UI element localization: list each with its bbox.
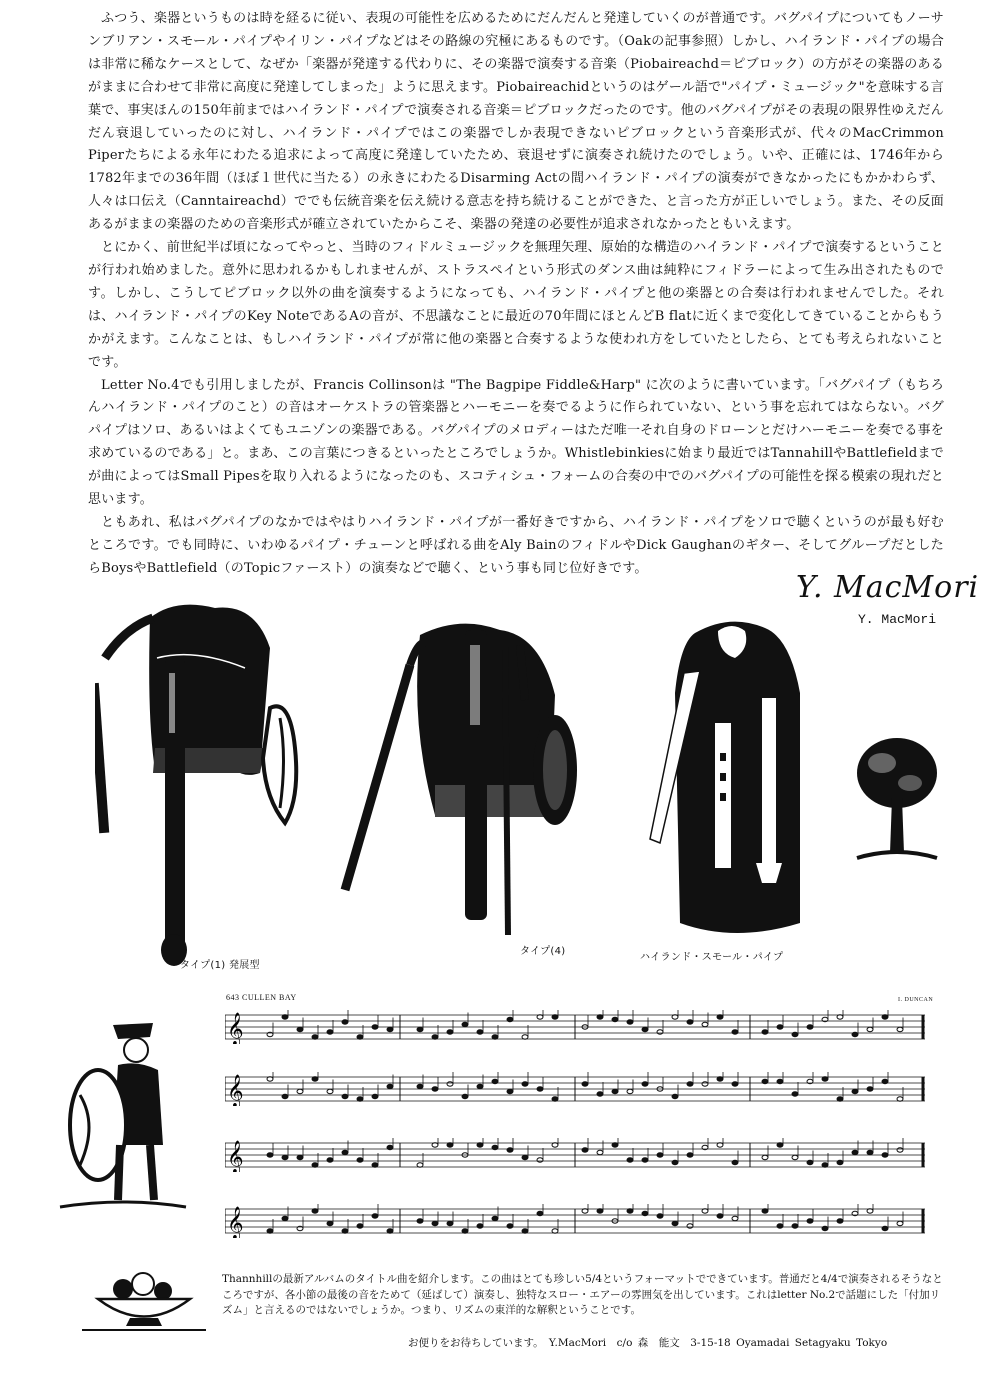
article-paragraph: Letter No.4でも引用しましたが、Francis Collinsonは "The Bagpipe Fiddle&Harp" に次のように書いています。「バグパイプ（もちろんハイランド・パイプのこと）の音はオーケストラの管楽器とハーモニーを奏でるように作られていない、という事を忘れてはならない。バグパイプはソロ、あるいはよくてもユニゾンの楽器である。バグパイプのメロディーはただ唯一それ自身のドローンとだけハーモニーを奏でる事を求めているのである」と。まあ、この言葉につきるといったところでしょうか。Whistlebinkiesに始まり最近ではTannahillやBattlefieldまでが曲によってはSmall Pipesを取り入れるようになったのも、スコティシュ・フォームの合奏の中でのバグパイプの可能性を探る模索の現れだと思います。 [88,377,944,508]
caption-type1: タイプ(1) 発展型 [180,960,260,971]
tune-title: 643 CULLEN BAY [226,993,297,1002]
caption-type4: タイプ(4) [520,946,566,957]
tune-introduction-note: Thannhillの最新アルバムのタイトル曲を紹介します。この曲はとても珍しい5/4というフォーマットでできています。普通だと4/4で演奏されるそうなところですが、各小節の最後の音をためて（延ばして）演奏し、独特なスロー・エアーの雰囲気を出しています。これはletter No.2で話題にした「付加リズム」と言えるのではないでしょうか。つまり、リズムの東洋的な解釈ということです。 [222,1273,943,1316]
signature-handwritten: Y. MacMori [796,570,980,605]
signature-typed: Y. MacMori [858,612,937,627]
fruit-bowl-illustration [78,1264,210,1334]
contact-address: お便りをお待ちしています。 Y.MacMori c/o 森 能文 3-15-18 Oyamadai Setagyaku Tokyo [408,1337,888,1349]
article-paragraph: ともあれ、私はバグパイプのなかではやはりハイランド・パイプが一番好きですから、ハイランド・パイプをソロで聴くというのが最も好むところです。でも同時に、いわゆるパイプ・チューンと呼ばれる曲をAly BainのフィドルやDick Gaughanのギター、そしてグループだとしたらBoysやBattlefield（のTopicファースト）の演奏などで聴く、という事も同じ位好きです。 [88,514,944,576]
music-staff-3 [225,1138,925,1172]
music-staff-2 [225,1072,925,1106]
tree-illustration [852,728,942,868]
small-pipes-illustration [640,613,820,943]
svg-text:𝄞: 𝄞 [227,1074,244,1106]
article-paragraph: とにかく、前世紀半ば頃になってやっと、当時のフィドルミュージックを無理矢理、原始的な構造のハイランド・パイプで演奏するということが行われ始めました。意外に思われるかもしれませんが、ストラスペイという形式のダンス曲は純粋にフィドラーによって生み出されたものです。しかし、こうしてピブロック以外の曲を演奏するようになっても、ハイランド・パイプと他の楽器との合奏は行われませんでした。それは、ハイランド・パイプのKey NoteであるAの音が、不思議なことに最近の70年間にほとんどB flatに近くまで変化してきていることからもうかがえます。こんなことは、もしハイランド・パイプが常に他の楽器と合奏するような使われ方をしていたとしたら、とても考えられないことです。 [88,240,944,370]
music-staff-4 [225,1204,925,1238]
svg-text:𝄞: 𝄞 [227,1140,244,1172]
svg-text:𝄞: 𝄞 [227,1012,244,1044]
tune-composer: I. DUNCAN [898,997,934,1003]
bagpipe-illustration-type4 [340,605,600,945]
article-paragraph: ふつう、楽器というものは時を経るに従い、表現の可能性を広めるためにだんだんと発達していくのが普通です。バグパイプについてもノーサンブリアン・スモール・パイプやイリン・パイプなどはその路線の究極にあるものです。（Oakの記事参照）しかし、ハイランド・パイプの場合は非常に稀なケースとして、なぜか「楽器が発達する代わりに、その楽器で演奏する音楽（Piobaireachd＝ピブロック）の方がその楽器のあるがままに合わせて非常に高度に発達してしまった」ように思えます。Piobaireachidというのはゲール語で"パイプ・ミュージック"を意味する言葉で、事実ほんの150年前まではハイランド・パイプで演奏される音楽＝ピブロックだったのです。他のバグパイプがその表現の限界性ゆえだんだん衰退していったのに対し、ハイランド・パイプではこの楽器でしか表現できないピブロックという音楽形式が、代々のMacCrimmon Piperたちによる永年にわたる追求によって高度に発達していたため、衰退せずに演奏され続けたのでしょう。いや、正確には、1746年から1782年までの36年間（ほぼ１世代に当たる）の永きにわたるDisarming Actの間ハイランド・パイプの演奏ができなかったにもかかわらず、人々は口伝え（Canntaireachd）ででも伝統音楽を伝え続ける意志を持ち続けることができた、と言った方が正しいでしょう。また、その反面あるがままの楽器のための音楽形式が確立されていたからこそ、楽器の発達の必要性が追求されなかったともいえます。 [88,11,944,233]
svg-text:𝄞: 𝄞 [227,1206,244,1238]
piper-illustration [58,1015,188,1215]
article-body [88,8,944,581]
bagpipe-illustration-type1 [95,598,325,973]
music-staff-1 [225,1010,925,1044]
caption-small-pipes: ハイランド・スモール・パイプ [640,952,784,963]
